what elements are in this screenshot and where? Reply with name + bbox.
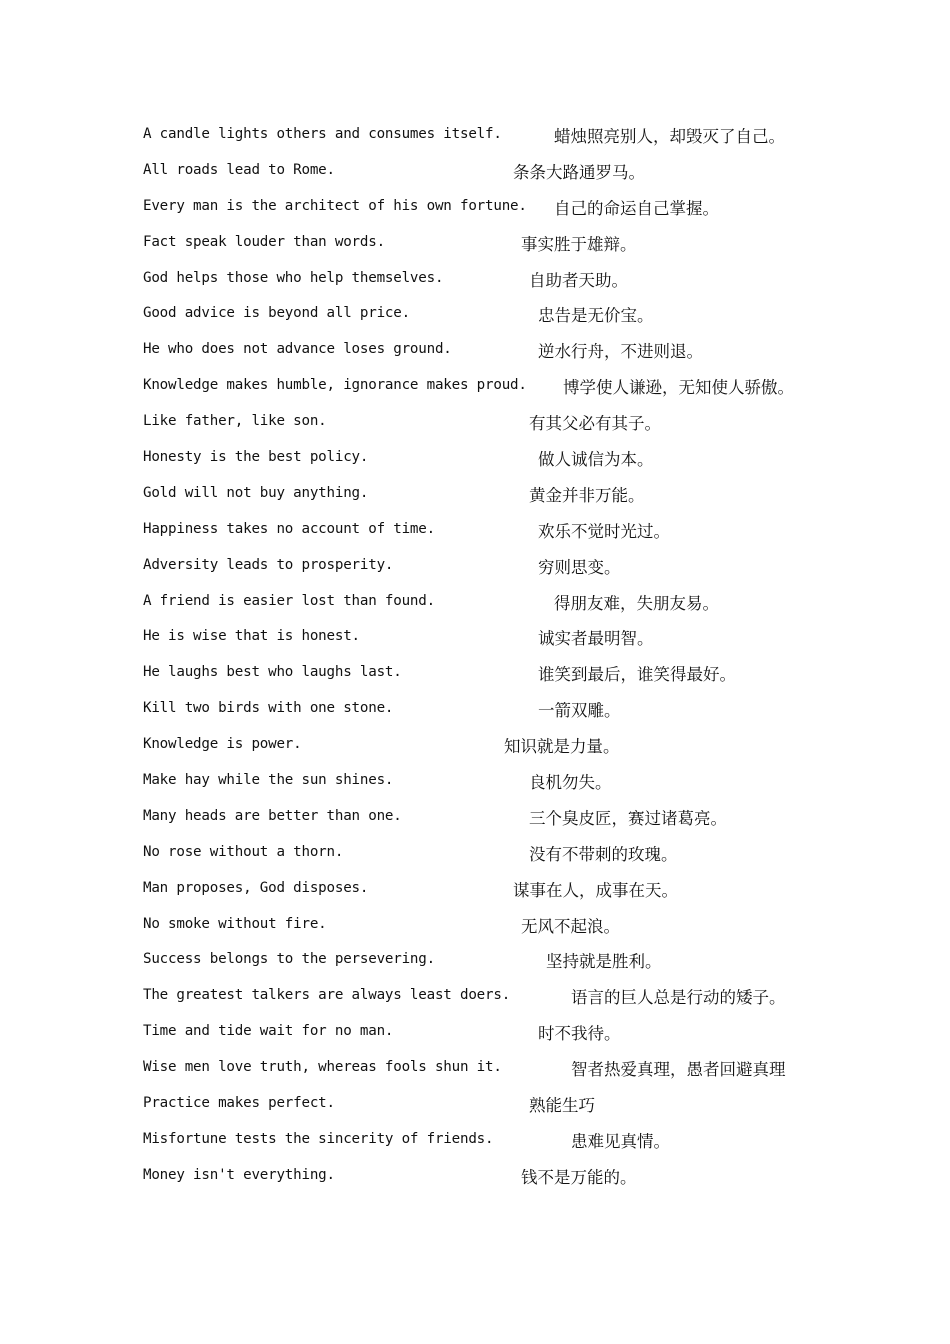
proverb-english: Practice makes perfect. <box>143 1095 335 1112</box>
proverb-english: The greatest talkers are always least doers. <box>143 987 511 1004</box>
proverb-english: Happiness takes no account of time. <box>143 520 435 537</box>
proverb-chinese: 诚实者最明智。 <box>538 629 654 649</box>
proverb-english: Time and tide wait for no man. <box>143 1023 394 1040</box>
proverb-english: Like father, like son. <box>143 413 327 430</box>
proverb-english: Many heads are better than one. <box>143 807 402 824</box>
proverb-chinese: 自助者天助。 <box>529 270 628 290</box>
proverb-english: Wise men love truth, whereas fools shun it. <box>143 1059 502 1076</box>
proverb-chinese: 谋事在人，成事在天。 <box>513 880 678 900</box>
proverb-row <box>143 840 823 876</box>
proverb-row <box>143 804 823 840</box>
proverb-row <box>143 517 823 553</box>
proverb-english: Man proposes, God disposes. <box>143 879 369 896</box>
proverb-chinese: 良机勿失。 <box>529 773 612 793</box>
proverb-english: He laughs best who laughs last. <box>143 664 402 681</box>
proverb-row <box>143 696 823 732</box>
proverb-row <box>143 301 823 337</box>
proverb-row <box>143 624 823 660</box>
proverb-chinese: 熟能生巧 <box>529 1096 595 1116</box>
proverb-chinese: 忠告是无价宝。 <box>538 306 654 326</box>
proverb-row <box>143 266 823 302</box>
proverb-chinese: 事实胜于雄辩。 <box>521 234 637 254</box>
proverb-english: He who does not advance loses ground. <box>143 341 452 358</box>
proverb-chinese: 博学使人谦逊，无知使人骄傲。 <box>563 378 794 398</box>
proverb-chinese: 蜡烛照亮别人，却毁灭了自己。 <box>554 127 785 146</box>
proverb-row <box>143 1091 823 1127</box>
proverb-row <box>143 122 823 158</box>
proverb-chinese: 一箭双雕。 <box>538 701 621 721</box>
proverb-chinese: 自己的命运自己掌握。 <box>554 198 719 218</box>
proverb-chinese: 谁笑到最后，谁笑得最好。 <box>538 665 736 685</box>
proverb-row <box>143 1127 823 1163</box>
proverb-chinese: 时不我待。 <box>538 1024 621 1044</box>
proverb-row <box>143 445 823 481</box>
proverb-english: Fact speak louder than words. <box>143 233 385 250</box>
proverb-english: Misfortune tests the sincerity of friends. <box>143 1130 494 1147</box>
proverb-row <box>143 337 823 373</box>
proverb-row <box>143 660 823 696</box>
proverb-row <box>143 983 823 1019</box>
proverb-english: Adversity leads to prosperity. <box>143 556 394 573</box>
proverb-chinese: 患难见真情。 <box>571 1131 670 1151</box>
proverb-chinese: 坚持就是胜利。 <box>546 952 662 972</box>
proverb-chinese: 三个臭皮匠，赛过诸葛亮。 <box>529 808 727 828</box>
proverb-row <box>143 194 823 230</box>
proverb-chinese: 穷则思变。 <box>538 557 621 577</box>
proverb-chinese: 没有不带刺的玫瑰。 <box>529 844 678 864</box>
proverb-english: Knowledge makes humble, ignorance makes proud. <box>143 377 527 394</box>
proverb-english: He is wise that is honest. <box>143 628 360 645</box>
proverb-chinese: 逆水行舟，不进则退。 <box>538 342 703 362</box>
proverb-english: Every man is the architect of his own fortune. <box>143 197 527 214</box>
proverb-english: Money isn't everything. <box>143 1166 335 1183</box>
proverb-row <box>143 732 823 768</box>
proverb-chinese: 语言的巨人总是行动的矮子。 <box>571 988 786 1008</box>
proverb-english: God helps those who help themselves. <box>143 269 444 286</box>
proverb-english: Knowledge is power. <box>143 736 302 753</box>
proverb-row <box>143 481 823 517</box>
proverb-english: Kill two birds with one stone. <box>143 700 394 717</box>
proverb-english: Good advice is beyond all price. <box>143 305 410 322</box>
proverb-row <box>143 589 823 625</box>
proverb-english: All roads lead to Rome. <box>143 161 335 178</box>
proverb-row <box>143 1163 823 1199</box>
proverb-row <box>143 158 823 194</box>
proverb-chinese: 条条大路通罗马。 <box>513 162 645 182</box>
proverb-english: A friend is easier lost than found. <box>143 592 435 609</box>
proverb-row <box>143 553 823 589</box>
proverb-row <box>143 373 823 409</box>
proverb-chinese: 无风不起浪。 <box>521 916 620 936</box>
proverb-row <box>143 230 823 266</box>
proverb-row <box>143 1055 823 1091</box>
proverb-english: A candle lights others and consumes itself. <box>143 126 502 142</box>
proverb-english: Honesty is the best policy. <box>143 449 369 466</box>
proverb-chinese: 欢乐不觉时光过。 <box>538 521 670 541</box>
proverb-list <box>143 122 823 1199</box>
proverb-chinese: 有其父必有其子。 <box>529 414 661 434</box>
proverb-chinese: 钱不是万能的。 <box>521 1167 637 1187</box>
proverb-row <box>143 1019 823 1055</box>
proverb-english: No smoke without fire. <box>143 915 327 932</box>
proverb-row <box>143 768 823 804</box>
proverb-row <box>143 876 823 912</box>
proverb-row <box>143 912 823 948</box>
proverb-chinese: 黄金并非万能。 <box>529 485 645 505</box>
proverb-chinese: 做人诚信为本。 <box>538 450 654 470</box>
proverb-chinese: 智者热爱真理，愚者回避真理 <box>571 1060 786 1080</box>
proverb-english: Gold will not buy anything. <box>143 484 369 501</box>
proverb-chinese: 得朋友难，失朋友易。 <box>554 593 719 613</box>
proverb-english: Success belongs to the persevering. <box>143 951 435 968</box>
proverb-english: Make hay while the sun shines. <box>143 772 394 789</box>
proverb-row <box>143 409 823 445</box>
proverb-row <box>143 947 823 983</box>
proverb-chinese: 知识就是力量。 <box>504 737 620 757</box>
proverb-english: No rose without a thorn. <box>143 843 344 860</box>
